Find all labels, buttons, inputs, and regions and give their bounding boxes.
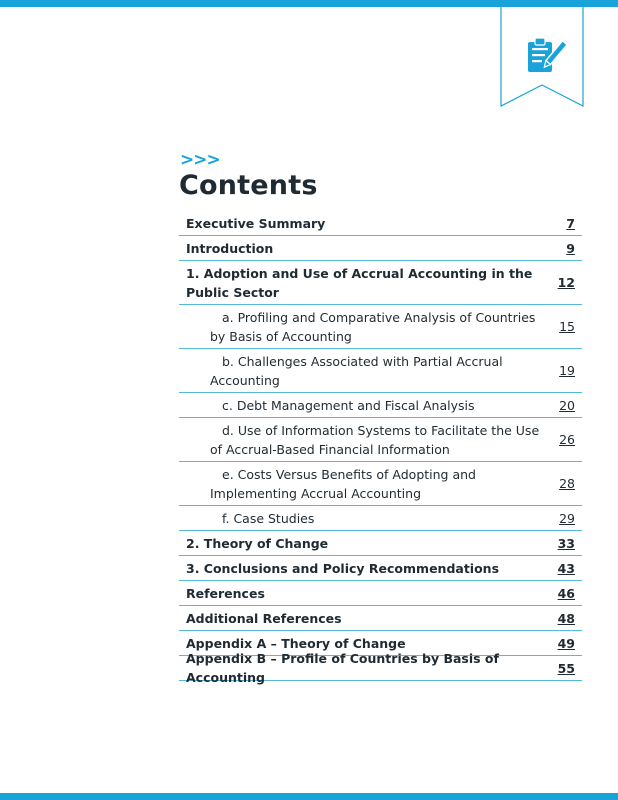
- toc-row-section-1a[interactable]: [179, 305, 582, 349]
- section-arrows: >>>: [180, 150, 220, 170]
- toc-entry-label: Introduction: [186, 240, 274, 256]
- toc-page-link[interactable]: 29: [559, 510, 575, 526]
- toc-page-link[interactable]: 33: [557, 535, 575, 551]
- clipboard-pencil-icon: [500, 0, 584, 110]
- toc-entry-label: b. Challenges Associated with Partial Accrual Accounting: [210, 353, 503, 388]
- toc-page-link[interactable]: 12: [557, 275, 575, 290]
- toc-entry-label: Additional References: [186, 610, 342, 626]
- toc-entry-label: a. Profiling and Comparative Analysis of Countries by Basis of Accounting: [210, 309, 536, 344]
- toc-entry-label: Appendix A – Theory of Change: [186, 635, 406, 651]
- toc-row-section-1f[interactable]: [179, 506, 582, 531]
- toc-row-section-1d[interactable]: [179, 418, 582, 462]
- toc-entry-label: 3. Conclusions and Policy Recommendations: [186, 560, 500, 576]
- toc-row-introduction[interactable]: [179, 236, 582, 261]
- toc-row-references[interactable]: [179, 581, 582, 606]
- toc-row-section-1c[interactable]: [179, 393, 582, 418]
- toc-entry-label: Appendix B – Profile of Countries by Basis of Accounting: [186, 651, 499, 685]
- toc-row-section-2[interactable]: [179, 531, 582, 556]
- toc-entry-label: References: [186, 585, 265, 601]
- toc-entry-label: c. Debt Management and Fiscal Analysis: [222, 397, 475, 413]
- toc-row-appendix-b[interactable]: [179, 651, 582, 685]
- toc-page-link[interactable]: 9: [566, 240, 575, 256]
- toc-page-link[interactable]: 19: [559, 363, 575, 378]
- page-title: Contents: [179, 170, 318, 201]
- bottom-accent-bar: [0, 793, 618, 800]
- toc-row-section-1[interactable]: [179, 261, 582, 305]
- toc-page-link[interactable]: 55: [557, 660, 575, 676]
- toc-entry-label: 1. Adoption and Use of Accrual Accounting in the Public Sector: [186, 265, 533, 300]
- toc-row-section-1e[interactable]: [179, 462, 582, 506]
- toc-entry-label: Executive Summary: [186, 215, 326, 231]
- toc-entry-label: d. Use of Information Systems to Facilitate the Use of Accrual-Based Financial Information: [210, 422, 540, 457]
- toc-page-link[interactable]: 48: [557, 610, 575, 626]
- toc-page-link[interactable]: 46: [557, 585, 575, 601]
- toc-page-link[interactable]: 7: [566, 215, 575, 231]
- toc-page-link[interactable]: 20: [559, 397, 575, 413]
- toc-row-additional-references[interactable]: [179, 606, 582, 631]
- table-of-contents: [179, 211, 582, 685]
- toc-row-executive-summary[interactable]: [179, 211, 582, 236]
- toc-page-link[interactable]: 49: [557, 635, 575, 651]
- bookmark-ribbon: [500, 0, 584, 110]
- toc-page-link[interactable]: 26: [559, 432, 575, 447]
- toc-row-section-1b[interactable]: [179, 349, 582, 393]
- toc-row-section-3[interactable]: [179, 556, 582, 581]
- toc-entry-label: e. Costs Versus Benefits of Adopting and Implementing Accrual Accounting: [210, 466, 476, 501]
- toc-page-link[interactable]: 15: [559, 319, 575, 334]
- toc-entry-label: 2. Theory of Change: [186, 535, 329, 551]
- toc-page-link[interactable]: 28: [559, 476, 575, 491]
- toc-entry-label: f. Case Studies: [222, 510, 315, 526]
- toc-page-link[interactable]: 43: [557, 560, 575, 576]
